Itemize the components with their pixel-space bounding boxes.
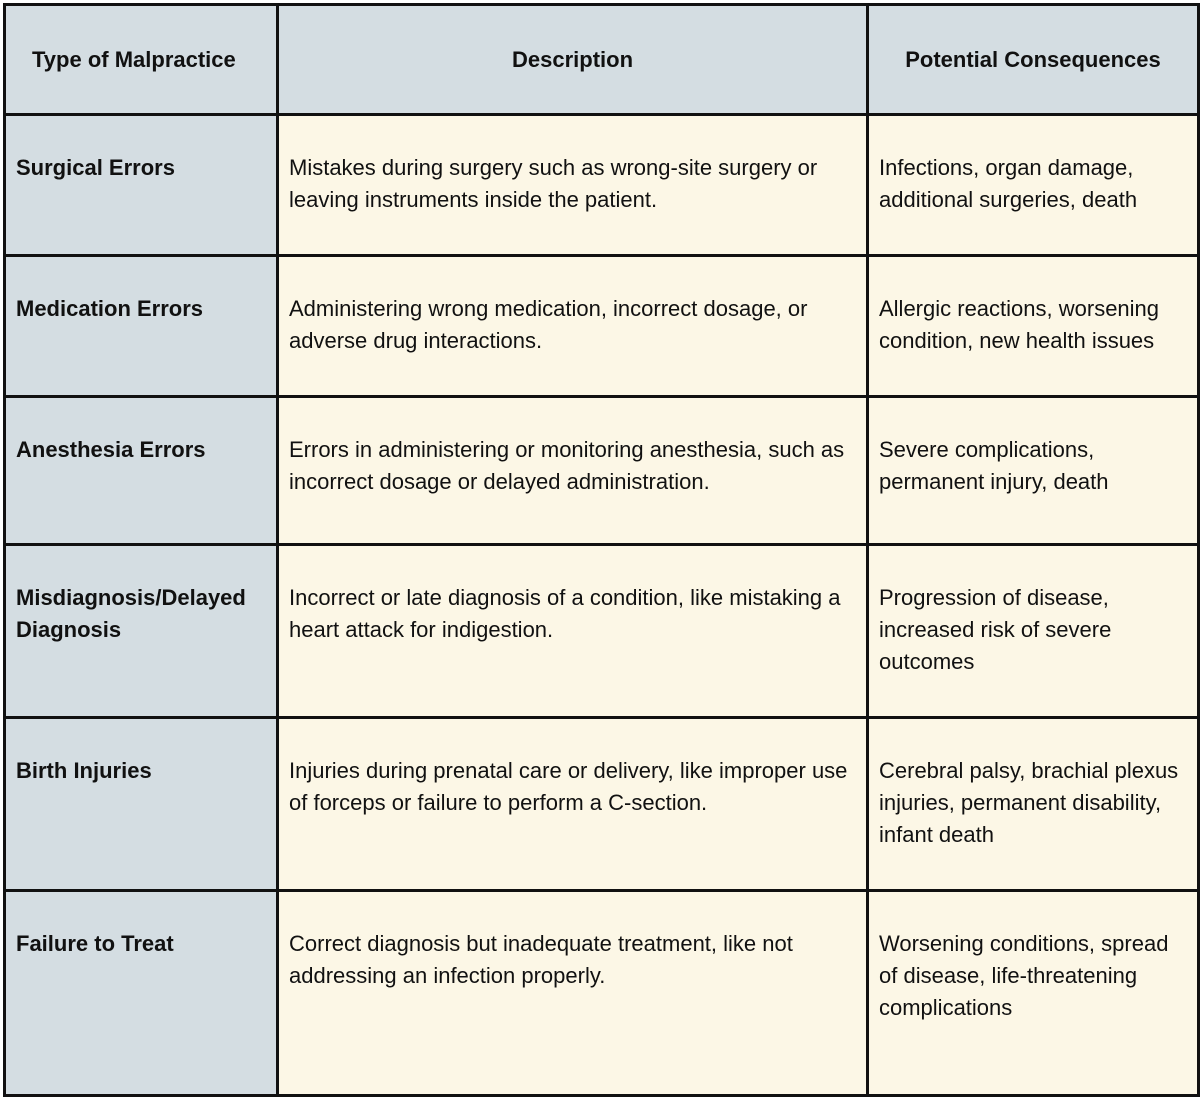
cell-consequences: Infections, organ damage, additional surgeries, death bbox=[868, 115, 1199, 256]
table-row bbox=[5, 397, 1199, 545]
cell-description: Administering wrong medication, incorrect dosage, or adverse drug interactions. bbox=[278, 256, 868, 397]
cell-description: Incorrect or late diagnosis of a condition, like mistaking a heart attack for indigestion. bbox=[278, 545, 868, 718]
cell-description: Correct diagnosis but inadequate treatment, like not addressing an infection properly. bbox=[278, 891, 868, 1096]
cell-type: Misdiagnosis/Delayed Diagnosis bbox=[5, 545, 278, 718]
cell-type: Birth Injuries bbox=[5, 718, 278, 891]
cell-consequences: Severe complications, permanent injury, death bbox=[868, 397, 1199, 545]
cell-type: Surgical Errors bbox=[5, 115, 278, 256]
table-row bbox=[5, 256, 1199, 397]
cell-description: Injuries during prenatal care or delivery, like improper use of forceps or failure to perform a C-section. bbox=[278, 718, 868, 891]
cell-consequences: Cerebral palsy, brachial plexus injuries, permanent disability, infant death bbox=[868, 718, 1199, 891]
cell-consequences: Worsening conditions, spread of disease, life-threatening complications bbox=[868, 891, 1199, 1096]
header-description: Description bbox=[278, 5, 868, 115]
cell-type: Anesthesia Errors bbox=[5, 397, 278, 545]
table-header-row bbox=[5, 5, 1199, 115]
header-consequences: Potential Consequences bbox=[868, 5, 1199, 115]
cell-consequences: Progression of disease, increased risk of severe outcomes bbox=[868, 545, 1199, 718]
cell-consequences: Allergic reactions, worsening condition, new health issues bbox=[868, 256, 1199, 397]
malpractice-table bbox=[3, 3, 1200, 1097]
cell-description: Mistakes during surgery such as wrong-site surgery or leaving instruments inside the patient. bbox=[278, 115, 868, 256]
table-row bbox=[5, 115, 1199, 256]
header-type: Type of Malpractice bbox=[5, 5, 278, 115]
cell-type: Failure to Treat bbox=[5, 891, 278, 1096]
table-row bbox=[5, 718, 1199, 891]
table-row bbox=[5, 891, 1199, 1096]
cell-type: Medication Errors bbox=[5, 256, 278, 397]
table-row bbox=[5, 545, 1199, 718]
cell-description: Errors in administering or monitoring anesthesia, such as incorrect dosage or delayed administration. bbox=[278, 397, 868, 545]
